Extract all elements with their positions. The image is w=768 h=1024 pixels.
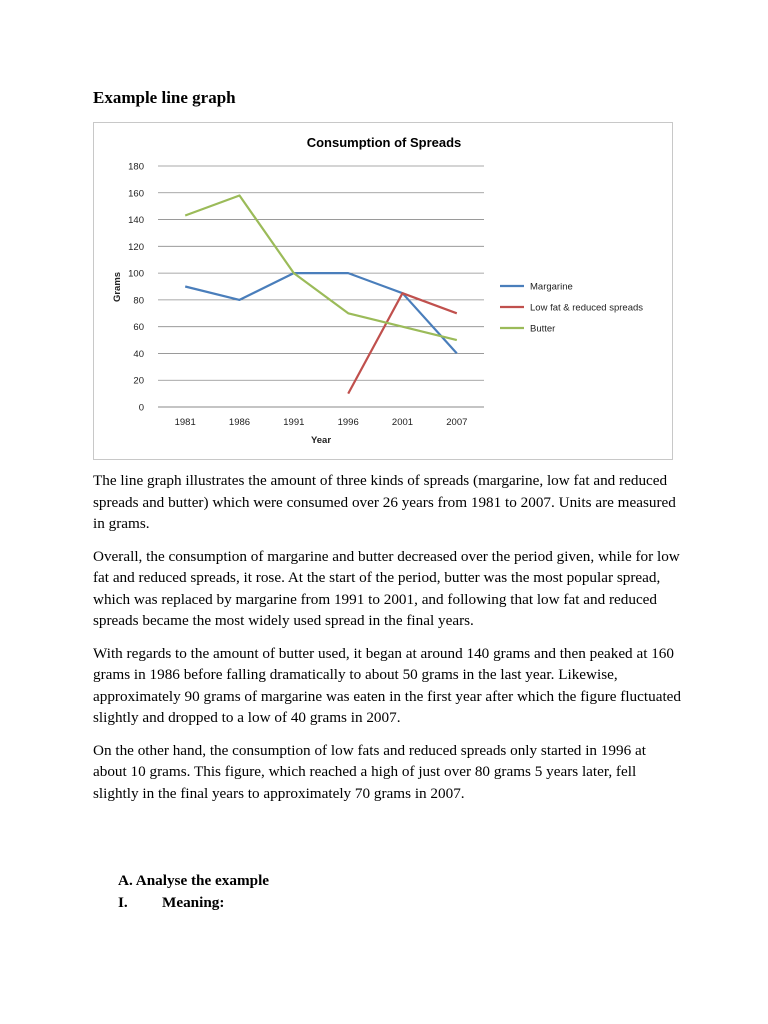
y-tick-label: 140 (128, 215, 144, 227)
chart-gridlines (158, 166, 484, 407)
y-tick-label: 100 (128, 268, 144, 280)
paragraph-intro: The line graph illustrates the amount of three kinds of spreads (margarine, low fat and reduced spreads and butter) which were consumed over 26 years from 1981 to 2007. Units are measured in grams. (93, 472, 676, 532)
y-axis-label: Grams (112, 271, 123, 303)
outline-list (118, 870, 269, 913)
paragraph-butter-margarine: With regards to the amount of butter used, it began at around 140 grams and then peaked at 160 grams in 1986 before falling dramatically to about 50 grams in the last year. Likewise, approximately 90 grams of margarine was eaten in the first year after which the figure fluctuated slightly and dropped to a low of 40 grams in 2007. (93, 644, 682, 726)
chart-series (185, 196, 457, 394)
y-tick-label: 160 (128, 188, 144, 200)
x-tick-label: 1996 (337, 417, 359, 428)
series-line (185, 273, 457, 353)
y-tick-label: 0 (138, 402, 144, 414)
x-tick-label: 1986 (228, 417, 251, 428)
outline-item-a-text (118, 870, 269, 892)
outline-item-i-label: Meaning: (162, 893, 225, 911)
article-body (93, 470, 683, 815)
x-tick-label: 1991 (283, 417, 305, 428)
legend-label: Low fat & reduced spreads (530, 302, 644, 314)
x-tick-labels (175, 417, 468, 428)
x-tick-label: 2007 (446, 417, 468, 428)
paragraph-low-fat: On the other hand, the consumption of low fats and reduced spreads only started in 1996 at about 10 grams. This figure, which reached a high of just over 80 grams 5 years later, fell slightly in the final years to approximately 70 grams in 2007. (93, 741, 646, 802)
y-tick-label: 40 (133, 348, 144, 360)
legend-label: Butter (530, 323, 556, 335)
outline-item-a (118, 870, 269, 892)
y-tick-label: 80 (133, 295, 144, 307)
chart-svg (94, 123, 674, 461)
y-tick-label: 180 (128, 161, 144, 173)
y-tick-labels (128, 162, 144, 414)
series-line (185, 196, 457, 341)
chart-legend (500, 282, 643, 335)
chart-title: Consumption of Spreads (306, 135, 462, 150)
outline-item-i-num: I. (118, 893, 128, 911)
page-heading: Example line graph (93, 88, 236, 107)
x-tick-label: 1981 (174, 417, 196, 428)
paragraph-overview: Overall, the consumption of margarine and butter decreased over the period given, while for low fat and reduced spreads, it rose. At the start of the period, butter was the most popular spread, which was replaced by margarine from 1991 to 2001, and following that low fat and reduced spreads became the most widely used spread in the final years. (93, 547, 680, 629)
line-chart (93, 122, 673, 460)
y-tick-label: 20 (133, 375, 144, 387)
legend-label: Margarine (530, 281, 573, 293)
x-tick-label: 2001 (391, 417, 414, 428)
series-line (348, 293, 457, 393)
outline-item-a-num: A. (118, 872, 133, 889)
y-tick-label: 120 (128, 241, 144, 253)
x-axis-label: Year (310, 435, 332, 446)
y-tick-label: 60 (133, 322, 144, 334)
outline-item-i (118, 892, 269, 914)
outline-item-a-label: Analyse the example (135, 872, 270, 889)
